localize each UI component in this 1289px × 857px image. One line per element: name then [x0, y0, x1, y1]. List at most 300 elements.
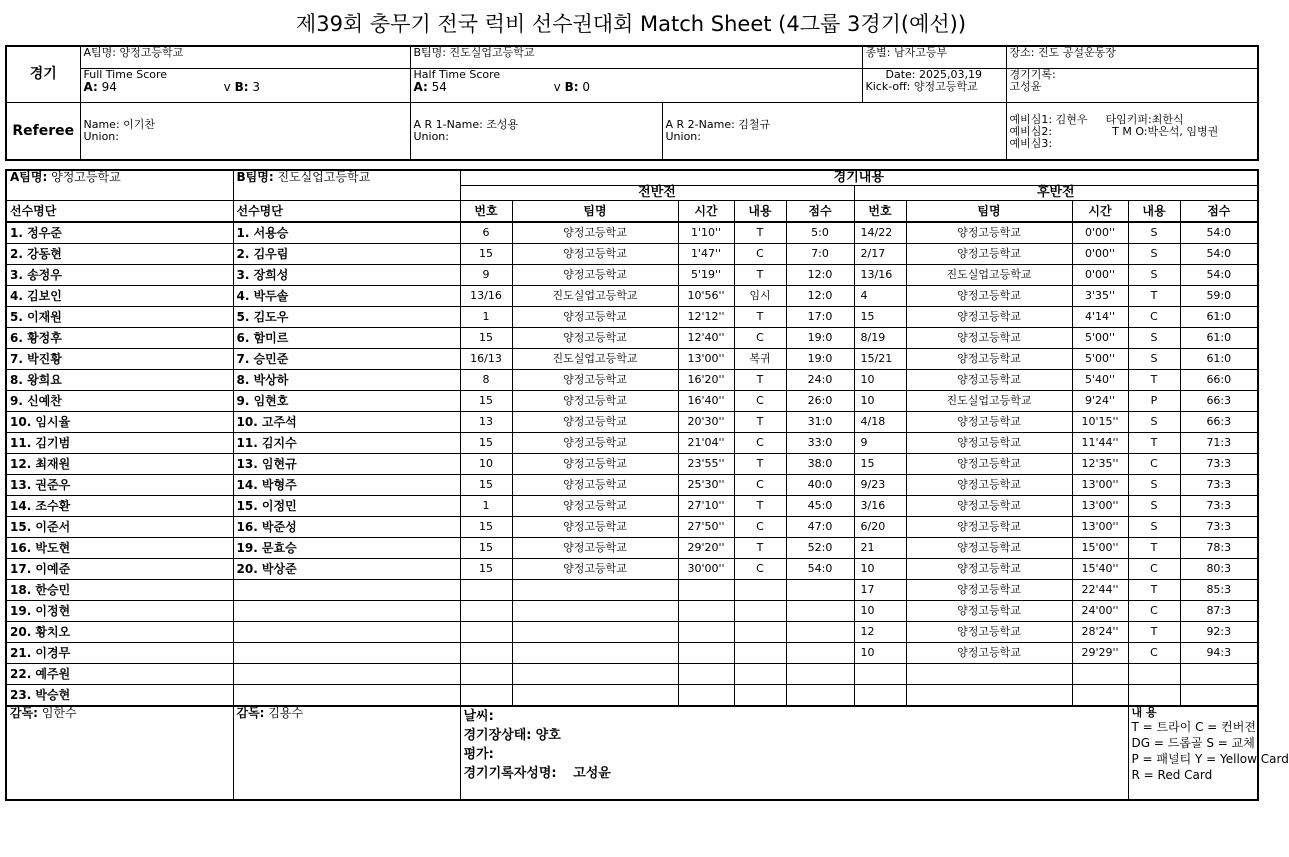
second-col-content: 내용: [1128, 201, 1180, 223]
second-half-number: 2/17: [854, 244, 906, 265]
first-half-team: [512, 601, 678, 622]
team-a-name: A팀명: 양정고등학교: [80, 46, 410, 68]
second-half-content: [1128, 685, 1180, 707]
second-col-score: 점수: [1180, 201, 1258, 223]
player-a: 14. 조수환: [6, 496, 233, 517]
first-half-number: 15: [460, 475, 512, 496]
ar1-name: A R 1-Name: 조성용: [413, 117, 519, 131]
table-row: [6, 244, 1258, 265]
second-col-team: 팀명: [906, 201, 1072, 223]
first-half-content: T: [734, 454, 786, 475]
second-half-content: T: [1128, 286, 1180, 307]
second-half-time: 12'35'': [1072, 454, 1128, 475]
first-half-score: 38:0: [786, 454, 854, 475]
second-half-score: 73:3: [1180, 454, 1258, 475]
page-title: 제39회 충무기 전국 럭비 선수권대회 Match Sheet (4그룹 3경기(예선)): [295, 12, 967, 36]
player-a: 16. 박도현: [6, 538, 233, 559]
second-half-content: T: [1128, 538, 1180, 559]
second-half-content: [1128, 664, 1180, 685]
second-half-number: 4: [854, 286, 906, 307]
legend-title: 내 용: [1131, 706, 1157, 719]
first-half-content: T: [734, 370, 786, 391]
player-a: 5. 이재원: [6, 307, 233, 328]
first-half-number: 1: [460, 307, 512, 328]
first-half-time: 10'56'': [678, 286, 734, 307]
first-half-content: C: [734, 433, 786, 454]
first-half-number: 15: [460, 391, 512, 412]
first-half-score: 54:0: [786, 559, 854, 580]
player-a: 15. 이준서: [6, 517, 233, 538]
first-half-content: T: [734, 412, 786, 433]
second-half-team: 양정고등학교: [906, 580, 1072, 601]
first-half-number: 15: [460, 244, 512, 265]
first-half-content: 임시: [734, 286, 786, 307]
second-half-number: 14/22: [854, 222, 906, 244]
first-half-score: 7:0: [786, 244, 854, 265]
table-row: [6, 601, 1258, 622]
full-b-label: B:: [234, 79, 249, 94]
second-half-number: 3/16: [854, 496, 906, 517]
match-info-table: [5, 45, 1259, 161]
first-half-number: [460, 580, 512, 601]
first-half-score: 19:0: [786, 349, 854, 370]
first-half-score: [786, 664, 854, 685]
table-row: [6, 685, 1258, 707]
first-half-time: 23'55'': [678, 454, 734, 475]
half-b-label: B:: [564, 79, 579, 94]
first-half-content: T: [734, 307, 786, 328]
first-half-team: 양정고등학교: [512, 538, 678, 559]
table-row: [6, 307, 1258, 328]
lineup-events-table: [5, 169, 1289, 801]
player-a: 22. 예주원: [6, 664, 233, 685]
legend-line: DG = 드롭골 S = 교체: [1131, 736, 1255, 750]
second-col-number: 번호: [854, 201, 906, 223]
first-half-content: [734, 685, 786, 707]
second-half-score: 54:0: [1180, 265, 1258, 286]
weather-label: 날씨:: [463, 709, 494, 724]
player-a: 23. 박승현: [6, 685, 233, 707]
coach-b-name: 김용수: [268, 706, 304, 720]
half-b-score: 0: [582, 79, 590, 94]
reserves: [1006, 102, 1258, 160]
half-v: v: [553, 79, 561, 94]
first-half-team: 양정고등학교: [512, 328, 678, 349]
first-half-team: 양정고등학교: [512, 391, 678, 412]
first-half-team: 양정고등학교: [512, 433, 678, 454]
player-b: 15. 이정민: [233, 496, 460, 517]
first-half-score: [786, 580, 854, 601]
coach-a-label: 감독:: [10, 706, 38, 720]
second-half-time: 0'00'': [1072, 222, 1128, 244]
second-half-score: 66:3: [1180, 391, 1258, 412]
date-kickoff: [862, 68, 1006, 102]
first-half-team: [512, 580, 678, 601]
legend-line: P = 패널티 Y = Yellow Card: [1131, 752, 1289, 766]
referee-union: Union:: [83, 129, 119, 143]
referee: [80, 102, 410, 160]
second-half-team: 양정고등학교: [906, 538, 1072, 559]
player-a: 13. 권준우: [6, 475, 233, 496]
first-half-number: 15: [460, 328, 512, 349]
second-half-number: 15: [854, 307, 906, 328]
ground-value: 양호: [535, 728, 561, 743]
player-b: [233, 601, 460, 622]
first-half-score: [786, 622, 854, 643]
kickoff: Kick-off: 양정고등학교: [865, 79, 978, 93]
second-half-content: C: [1128, 307, 1180, 328]
player-a: 19. 이정현: [6, 601, 233, 622]
lineup-team-b-name: 진도실업고등학교: [277, 170, 371, 184]
table-row: [6, 475, 1258, 496]
legend-line: T = 트라이 C = 컨버젼: [1131, 720, 1256, 734]
first-half-content: C: [734, 559, 786, 580]
first-half-number: 16/13: [460, 349, 512, 370]
player-b: [233, 622, 460, 643]
first-half-score: 24:0: [786, 370, 854, 391]
venue: 장소: 진도 공설운동장: [1006, 46, 1258, 68]
first-half-number: 6: [460, 222, 512, 244]
category: 종별: 남자고등부: [862, 46, 1006, 68]
second-half-number: 9: [854, 433, 906, 454]
second-half-number: 13/16: [854, 265, 906, 286]
table-row: [6, 496, 1258, 517]
first-half-number: 8: [460, 370, 512, 391]
first-half-time: [678, 643, 734, 664]
first-half-team: [512, 685, 678, 707]
player-b: 19. 문효승: [233, 538, 460, 559]
table-row: [6, 286, 1258, 307]
second-half-number: 10: [854, 391, 906, 412]
first-half-time: 5'19'': [678, 265, 734, 286]
second-half-score: 87:3: [1180, 601, 1258, 622]
second-half-number: 10: [854, 559, 906, 580]
second-half-score: 73:3: [1180, 517, 1258, 538]
second-half-number: 10: [854, 370, 906, 391]
second-half-number: 17: [854, 580, 906, 601]
first-half-number: 10: [460, 454, 512, 475]
player-b: 4. 박두솔: [233, 286, 460, 307]
first-half-score: 40:0: [786, 475, 854, 496]
second-half-team: 양정고등학교: [906, 412, 1072, 433]
second-half-time: 13'00'': [1072, 496, 1128, 517]
first-half-content: T: [734, 538, 786, 559]
player-a: 8. 왕희요: [6, 370, 233, 391]
first-half-team: [512, 664, 678, 685]
first-half-content: T: [734, 496, 786, 517]
player-b: 10. 고주석: [233, 412, 460, 433]
first-half-team: 양정고등학교: [512, 307, 678, 328]
first-half-time: 1'47'': [678, 244, 734, 265]
second-half-time: 0'00'': [1072, 244, 1128, 265]
first-half-number: [460, 664, 512, 685]
first-half-score: 17:0: [786, 307, 854, 328]
second-half-number: 10: [854, 643, 906, 664]
second-half-time: 22'44'': [1072, 580, 1128, 601]
coach-a-name: 임한수: [41, 706, 77, 720]
second-half-number: 21: [854, 538, 906, 559]
first-half-content: 복귀: [734, 349, 786, 370]
lineup-team-a-label: A팀명:: [10, 170, 48, 184]
second-half-score: 92:3: [1180, 622, 1258, 643]
second-half-team: 양정고등학교: [906, 496, 1072, 517]
player-b: 9. 임현호: [233, 391, 460, 412]
second-half-team: [906, 664, 1072, 685]
second-half-team: [906, 685, 1072, 707]
record: [1006, 68, 1258, 102]
player-b: 6. 함미르: [233, 328, 460, 349]
second-half-content: C: [1128, 454, 1180, 475]
half-time-score: [410, 68, 862, 102]
second-half-time: 13'00'': [1072, 517, 1128, 538]
first-half-content: [734, 643, 786, 664]
first-half-content: [734, 664, 786, 685]
second-half-content: C: [1128, 643, 1180, 664]
half-time-label: Half Time Score: [413, 67, 501, 81]
second-half-content: S: [1128, 222, 1180, 244]
second-half-number: [854, 664, 906, 685]
first-half-score: [786, 601, 854, 622]
first-half-team: 양정고등학교: [512, 517, 678, 538]
first-half-time: 30'00'': [678, 559, 734, 580]
legend: [1128, 706, 1289, 800]
first-half-content: C: [734, 244, 786, 265]
second-half-team: 양정고등학교: [906, 433, 1072, 454]
player-b: 7. 승민준: [233, 349, 460, 370]
player-b: [233, 643, 460, 664]
second-half-time: [1072, 664, 1128, 685]
second-half-team: 양정고등학교: [906, 559, 1072, 580]
first-half-team: 양정고등학교: [512, 475, 678, 496]
second-half-time: 3'35'': [1072, 286, 1128, 307]
second-half-content: S: [1128, 244, 1180, 265]
first-half-team: 양정고등학교: [512, 265, 678, 286]
record-name: 고성윤: [1009, 79, 1042, 93]
second-half-number: 15: [854, 454, 906, 475]
ar1: [410, 102, 662, 160]
first-half-score: 26:0: [786, 391, 854, 412]
first-half-team: [512, 643, 678, 664]
second-half-time: 9'24'': [1072, 391, 1128, 412]
second-half-content: S: [1128, 412, 1180, 433]
first-col-score: 점수: [786, 201, 854, 223]
second-half-time: 29'29'': [1072, 643, 1128, 664]
second-half-team: 양정고등학교: [906, 286, 1072, 307]
first-half-time: 16'20'': [678, 370, 734, 391]
player-a: 18. 한승민: [6, 580, 233, 601]
ground-label: 경기장상태:: [463, 728, 532, 743]
player-b: 3. 장희성: [233, 265, 460, 286]
first-half-score: [786, 685, 854, 707]
first-half-team: 양정고등학교: [512, 496, 678, 517]
first-half-content: C: [734, 517, 786, 538]
main-body: [6, 170, 1258, 222]
full-time-label: Full Time Score: [83, 67, 168, 81]
second-half-time: 28'24'': [1072, 622, 1128, 643]
recorder-label: 경기기록자성명:: [463, 766, 557, 781]
first-half-time: 27'50'': [678, 517, 734, 538]
second-half-content: T: [1128, 370, 1180, 391]
coach-b: [233, 706, 460, 800]
team-b-name: B팀명: 진도실업고등학교: [410, 46, 862, 68]
second-half-content: P: [1128, 391, 1180, 412]
player-a: 1. 정우준: [6, 222, 233, 244]
first-half-number: [460, 685, 512, 707]
second-half-team: 진도실업고등학교: [906, 265, 1072, 286]
second-half-score: 85:3: [1180, 580, 1258, 601]
second-half-time: 0'00'': [1072, 265, 1128, 286]
first-half-content: [734, 580, 786, 601]
second-half-score: 94:3: [1180, 643, 1258, 664]
player-a: 3. 송정우: [6, 265, 233, 286]
reserve-2: 예비심2:: [1009, 124, 1053, 138]
first-half-time: 12'40'': [678, 328, 734, 349]
first-half-score: 12:0: [786, 265, 854, 286]
roster-header-a: 선수명단: [6, 201, 233, 223]
second-half-score: 73:3: [1180, 496, 1258, 517]
first-half-score: 45:0: [786, 496, 854, 517]
table-row: [6, 391, 1258, 412]
match-notes: [460, 706, 1128, 800]
first-half-score: 52:0: [786, 538, 854, 559]
events-section-label: 경기내용: [460, 170, 1258, 186]
player-a: 10. 임시율: [6, 412, 233, 433]
full-b-score: 3: [252, 79, 260, 94]
player-b: 16. 박준성: [233, 517, 460, 538]
second-half-team: 양정고등학교: [906, 244, 1072, 265]
second-half-team: 양정고등학교: [906, 475, 1072, 496]
second-half-time: 13'00'': [1072, 475, 1128, 496]
second-half-content: S: [1128, 475, 1180, 496]
first-half-score: 12:0: [786, 286, 854, 307]
player-a: 20. 황치오: [6, 622, 233, 643]
second-half-content: S: [1128, 265, 1180, 286]
second-half-team: 양정고등학교: [906, 222, 1072, 244]
coach-b-label: 감독:: [236, 706, 265, 720]
first-half-number: 13/16: [460, 286, 512, 307]
second-half-content: C: [1128, 559, 1180, 580]
lineup-team-a-name: 양정고등학교: [51, 170, 121, 184]
first-half-number: [460, 622, 512, 643]
player-a: 17. 이예준: [6, 559, 233, 580]
second-half-number: [854, 685, 906, 707]
referee-name: Name: 이기찬: [83, 117, 156, 131]
first-half-number: [460, 643, 512, 664]
second-half-time: 11'44'': [1072, 433, 1128, 454]
event-rows: [6, 222, 1258, 706]
first-half-time: 13'00'': [678, 349, 734, 370]
game-label: 경기: [6, 46, 80, 102]
ar2: [662, 102, 1006, 160]
player-a: 11. 김기범: [6, 433, 233, 454]
table-row: [6, 433, 1258, 454]
first-col-team: 팀명: [512, 201, 678, 223]
first-half-number: 15: [460, 559, 512, 580]
second-col-time: 시간: [1072, 201, 1128, 223]
first-half-team: 진도실업고등학교: [512, 349, 678, 370]
first-half-number: 15: [460, 433, 512, 454]
first-half-time: 20'30'': [678, 412, 734, 433]
roster-header-b: 선수명단: [233, 201, 460, 223]
player-b: 5. 김도우: [233, 307, 460, 328]
second-half-content: T: [1128, 622, 1180, 643]
first-half-content: C: [734, 391, 786, 412]
player-b: 11. 김지수: [233, 433, 460, 454]
second-half-number: 10: [854, 601, 906, 622]
table-row: [6, 580, 1258, 601]
first-col-content: 내용: [734, 201, 786, 223]
player-b: 20. 박상준: [233, 559, 460, 580]
first-half-time: 21'04'': [678, 433, 734, 454]
player-b: 1. 서용승: [233, 222, 460, 244]
second-half-content: S: [1128, 328, 1180, 349]
first-half-content: T: [734, 265, 786, 286]
first-half-label: 전반전: [460, 186, 854, 201]
second-half-number: 12: [854, 622, 906, 643]
second-half-score: 54:0: [1180, 222, 1258, 244]
referee-label: Referee: [6, 102, 80, 160]
first-half-time: 27'10'': [678, 496, 734, 517]
first-half-team: 진도실업고등학교: [512, 286, 678, 307]
first-half-content: C: [734, 475, 786, 496]
recorder-name: 고성윤: [573, 766, 611, 781]
first-half-team: 양정고등학교: [512, 454, 678, 475]
second-half-number: 9/23: [854, 475, 906, 496]
second-half-team: 양정고등학교: [906, 622, 1072, 643]
first-half-team: 양정고등학교: [512, 222, 678, 244]
second-half-time: 15'00'': [1072, 538, 1128, 559]
half-a-label: A:: [413, 79, 428, 94]
full-time-score: [80, 68, 410, 102]
table-row: [6, 328, 1258, 349]
second-half-number: 15/21: [854, 349, 906, 370]
reserve-1: 예비심1: 김현우: [1009, 112, 1088, 126]
coach-a: [6, 706, 233, 800]
player-a: 4. 김보인: [6, 286, 233, 307]
second-half-team: 양정고등학교: [906, 517, 1072, 538]
second-half-score: 59:0: [1180, 286, 1258, 307]
first-half-score: 33:0: [786, 433, 854, 454]
first-half-content: C: [734, 328, 786, 349]
first-half-time: [678, 664, 734, 685]
first-half-time: 25'30'': [678, 475, 734, 496]
second-half-team: 양정고등학교: [906, 643, 1072, 664]
first-half-score: 19:0: [786, 328, 854, 349]
table-row: [6, 265, 1258, 286]
lineup-team-a: [6, 170, 233, 201]
match-date: Date: 2025,03,19: [885, 67, 982, 81]
ar2-union: Union:: [665, 129, 701, 143]
second-half-number: 4/18: [854, 412, 906, 433]
table-row: [6, 370, 1258, 391]
second-half-score: 54:0: [1180, 244, 1258, 265]
full-a-score: 94: [101, 79, 117, 94]
player-a: 9. 신예찬: [6, 391, 233, 412]
second-half-score: [1180, 685, 1258, 707]
first-half-time: 29'20'': [678, 538, 734, 559]
full-a-label: A:: [83, 79, 98, 94]
player-b: 13. 임현규: [233, 454, 460, 475]
first-half-number: [460, 601, 512, 622]
ar2-name: A R 2-Name: 김철규: [665, 117, 771, 131]
table-row: [6, 664, 1258, 685]
second-half-score: 80:3: [1180, 559, 1258, 580]
timekeeper: 타임키퍼:최한식: [1105, 112, 1184, 126]
lineup-team-b: [233, 170, 460, 201]
first-half-time: [678, 622, 734, 643]
player-b: [233, 664, 460, 685]
player-a: 21. 이경무: [6, 643, 233, 664]
